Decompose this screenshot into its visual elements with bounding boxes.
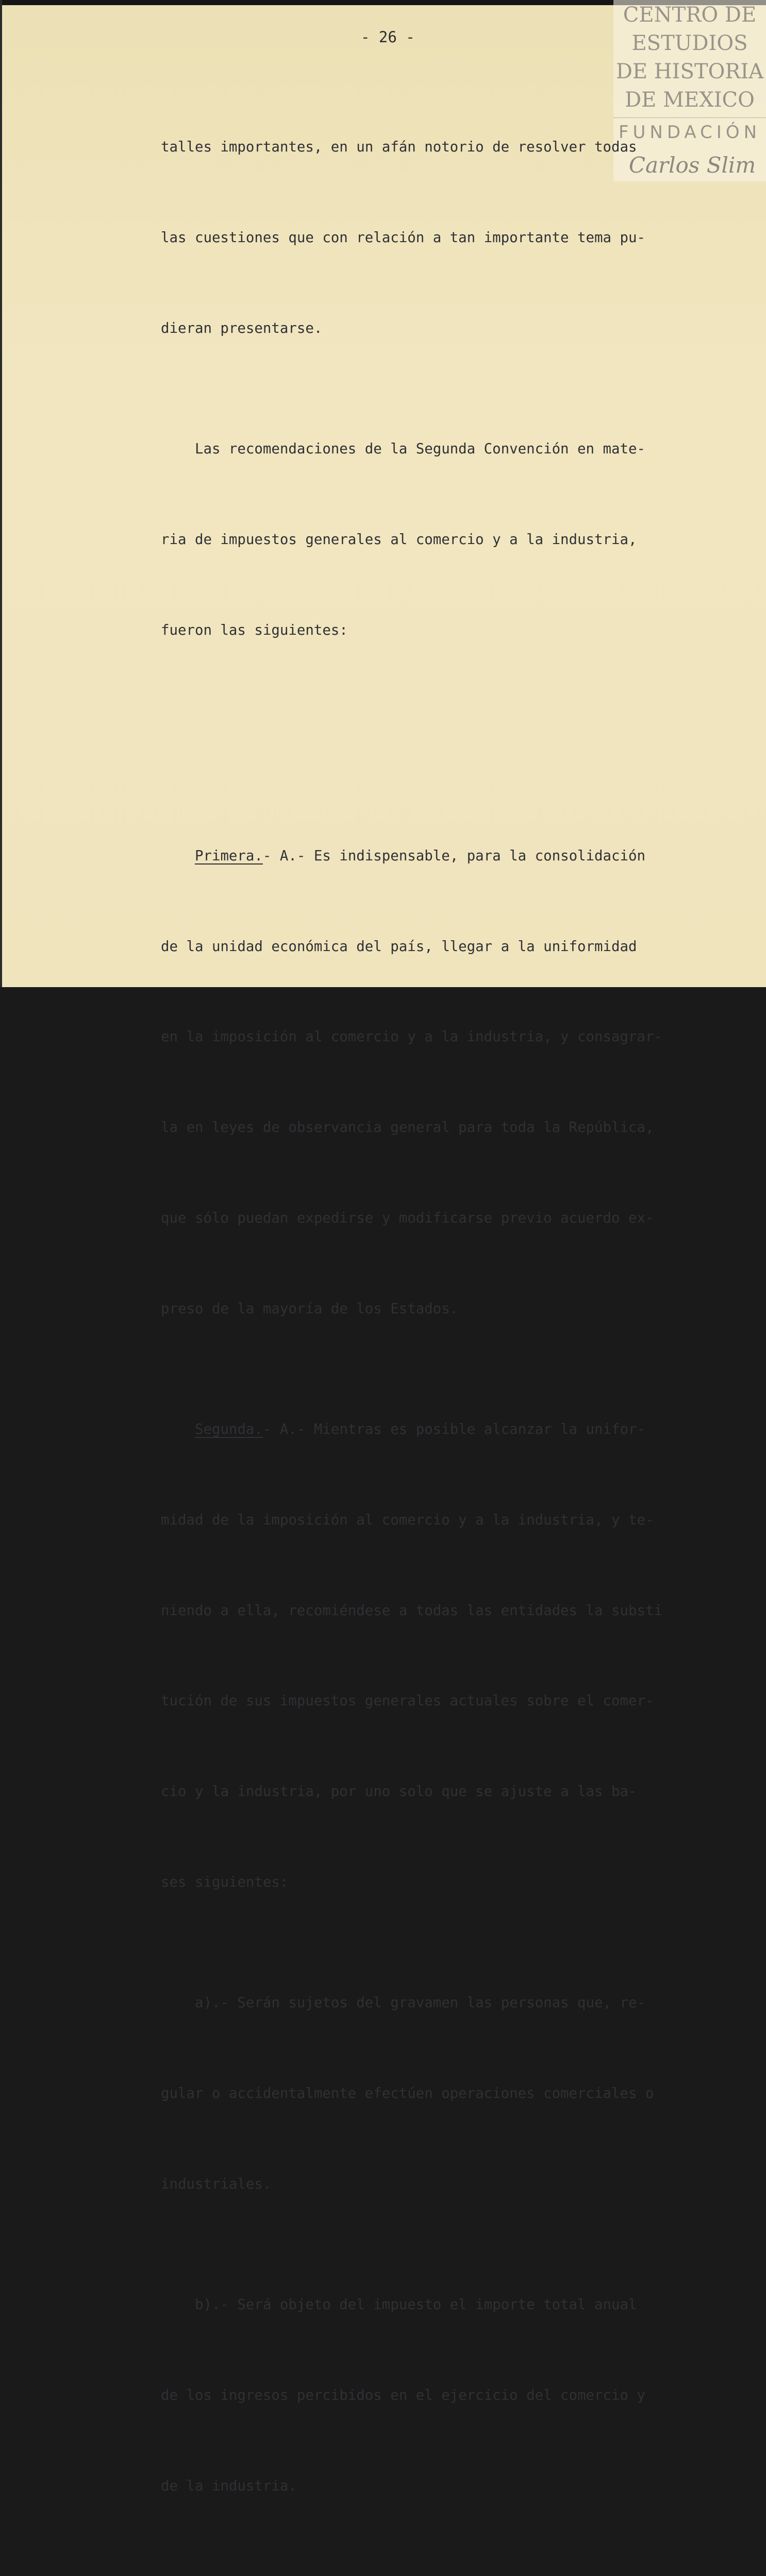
body-text [161, 72, 707, 2576]
item-a-line: industriales. [161, 2176, 272, 2192]
text-line: tución de sus impuestos generales actuales sobre el comer- [161, 1693, 654, 1709]
text-line: talles importantes, en un afán notorio de resolver todas [161, 139, 637, 156]
watermark-line-2: ESTUDIOS [631, 31, 748, 55]
text-line: Las recomendaciones de la Segunda Convención en mate- [161, 441, 645, 457]
primera-first-line: - A.- Es indispensable, para la consolidación [262, 848, 645, 864]
segunda-label: Segunda. [194, 1421, 263, 1438]
scan-left-edge [0, 0, 2, 987]
watermark-line-1: CENTRO DE [623, 3, 757, 27]
item-b-line: b).- Será objeto del impuesto el importe total anual [161, 2297, 637, 2313]
item-a-line: a).- Serán sujetos del gravamen las personas que, re- [161, 1995, 645, 2011]
watermark-line-3: DE HISTORIA [615, 60, 764, 83]
text-line: que sólo puedan expedirse y modificarse previo acuerdo ex- [161, 1210, 654, 1226]
watermark-signature: Carlos Slim [628, 152, 756, 178]
text-line: fueron las siguientes: [161, 622, 348, 638]
segunda-first-line: - A.- Mientras es posible alcanzar la unifor- [262, 1421, 645, 1438]
text-line: en la imposición al comercio y a la industria, y consagrar- [161, 1029, 662, 1045]
text-line: de la unidad económica del país, llegar a la uniformidad [161, 938, 637, 955]
item-b-line: de la industria. [161, 2478, 297, 2494]
watermark-foundation: FUNDACIÓN [618, 122, 761, 143]
page-number: - 26 - [361, 28, 415, 46]
primera-label: Primera. [194, 848, 263, 864]
paragraph-gap [161, 736, 707, 751]
text-line: niendo a ella, recomiéndese a todas las entidades la substi [161, 1602, 662, 1619]
text-line: cio y la industria, por uno solo que se ajuste a las ba- [161, 1784, 637, 1800]
text-line: ses siguientes: [161, 1874, 289, 1891]
text-line: las cuestiones que con relación a tan importante tema pu- [161, 229, 645, 246]
recommendation-segunda-heading [161, 1415, 707, 1445]
text-line: la en leyes de observancia general para toda la República, [161, 1120, 654, 1136]
text-line: dieran presentarse. [161, 320, 323, 336]
item-b-line: de los ingresos percibidos en el ejercicio del comercio y [161, 2387, 645, 2404]
text-line: ria de impuestos generales al comercio y a la industria, [161, 531, 637, 548]
recommendation-primera-heading [161, 841, 707, 872]
text-line: preso de la mayoría de los Estados. [161, 1300, 459, 1317]
watermark-line-4: DE MEXICO [625, 88, 755, 112]
item-a-line: gular o accidentalmente efectúen operaciones comerciales o [161, 2086, 654, 2102]
text-line: midad de la imposición al comercio y a la industria, y te- [161, 1512, 654, 1528]
